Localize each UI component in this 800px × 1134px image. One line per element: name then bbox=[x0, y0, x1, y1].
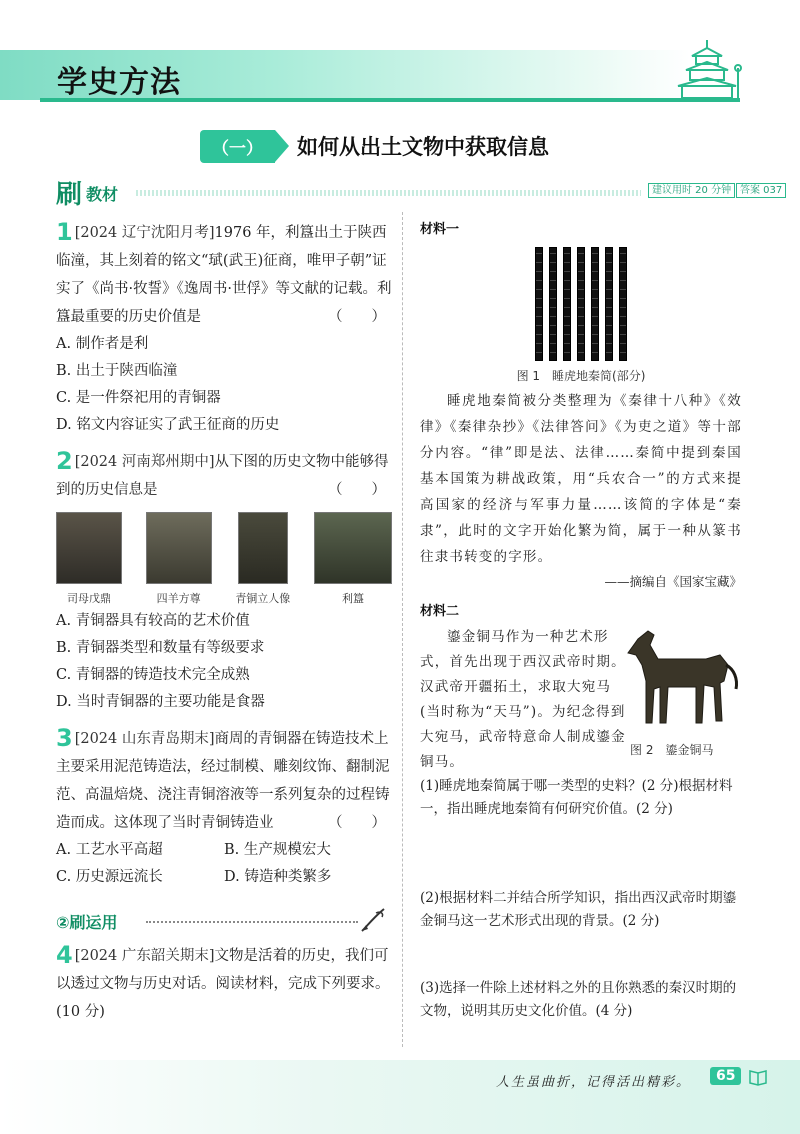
option-c[interactable]: C. 青铜器的铸造技术完全成熟 bbox=[56, 667, 250, 683]
question-number: 3 bbox=[56, 724, 73, 752]
bamboo-slip bbox=[619, 247, 627, 361]
section-brush: 刷 bbox=[56, 180, 83, 210]
gui-image bbox=[314, 512, 392, 584]
question-stem: 1976 年，利簋出土于陕西临潼，其上刻着的铭文“珷(武王)征商，唯甲子朝”证实了《尚书·牧誓》《逸周书·世俘》等文献的记载。利簋最重要的历史价值是 bbox=[56, 225, 392, 325]
answer-blank[interactable]: （ ） bbox=[328, 482, 386, 498]
artifact-caption: 司母戊鼎 bbox=[67, 592, 111, 605]
question-source: [2024 广东韶关期末] bbox=[74, 948, 215, 964]
artifact-item bbox=[235, 512, 290, 606]
question-stem: 从下图的历史文物中能够得到的历史信息是 bbox=[56, 454, 389, 498]
section-dots bbox=[136, 190, 641, 196]
footer-motto: 人生虽曲折，记得活出精彩。 bbox=[496, 1075, 692, 1090]
option-d[interactable]: D. 当时青铜器的主要功能是食器 bbox=[56, 694, 265, 710]
lesson-title bbox=[200, 128, 549, 164]
answer-badge: 答案 037 bbox=[736, 183, 786, 198]
option-row bbox=[56, 864, 392, 891]
bamboo-slip bbox=[577, 247, 585, 361]
lesson-number: （一） bbox=[200, 130, 275, 163]
bamboo-slip bbox=[605, 247, 613, 361]
left-column bbox=[56, 218, 392, 1026]
ding-image bbox=[56, 512, 122, 584]
bamboo-slip bbox=[535, 247, 543, 361]
material-1-text: 睡虎地秦简被分类整理为《秦律十八种》《效律》《秦律杂抄》《法律答问》《为吏之道》等十部分内容。“律”即是法、法律……秦简中提到秦国基本国策为耕战政策，用“兵农合一”的方式来提高国家的经济与军事力量……该简的字体是“秦隶”，此时的文字开始化繁为简，属于一种从篆书往隶书转变的字形。 bbox=[420, 393, 742, 565]
apply-section-bar bbox=[56, 905, 392, 935]
figure-1-caption: 图 1 睡虎地秦简(部分) bbox=[516, 369, 646, 383]
apply-dots bbox=[146, 921, 358, 923]
option-b[interactable]: B. 出土于陕西临潼 bbox=[56, 363, 178, 379]
bamboo-slip bbox=[563, 247, 571, 361]
option-d[interactable]: D. 铸造种类繁多 bbox=[224, 869, 332, 885]
lesson-heading: 如何从出土文物中获取信息 bbox=[297, 135, 549, 159]
sub-question-2: (2)根据材料二并结合所学知识，指出西汉武帝时期鎏金铜马这一艺术形式出现的背景。(2 分) bbox=[420, 890, 737, 929]
figure-2-caption: 图 2 鎏金铜马 bbox=[630, 743, 714, 757]
sub-question-3: (3)选择一件除上述材料之外的且你熟悉的秦汉时期的文物，说明其历史文化价值。(4 分) bbox=[420, 980, 737, 1019]
question-number: 1 bbox=[56, 218, 73, 246]
artifact-caption: 青铜立人像 bbox=[235, 592, 291, 605]
book-icon bbox=[748, 1068, 768, 1086]
temple-icon bbox=[672, 38, 742, 102]
option-c[interactable]: C. 是一件祭祀用的青铜器 bbox=[56, 390, 221, 406]
artifact-caption: 利簋 bbox=[341, 592, 364, 605]
question-stem: 商周的青铜器在铸造技术上主要采用泥范铸造法，经过制模、雕刻纹饰、翻制泥范、高温焙烧、浇注青铜溶液等一系列复杂的过程铸造而成。这体现了当时青铜铸造业 bbox=[56, 731, 390, 831]
header-title: 学史方法 bbox=[57, 65, 181, 100]
material-1-title: 材料一 bbox=[420, 222, 460, 237]
brush-icon bbox=[358, 905, 388, 935]
page-number: 65 bbox=[710, 1067, 741, 1085]
question-source: [2024 山东青岛期末] bbox=[74, 731, 215, 747]
option-d[interactable]: D. 铭文内容证实了武王征商的历史 bbox=[56, 417, 280, 433]
option-row bbox=[56, 837, 392, 864]
question-4 bbox=[56, 941, 392, 1026]
question-number: 2 bbox=[56, 447, 73, 475]
material-2-title: 材料二 bbox=[420, 604, 460, 619]
zun-image bbox=[146, 512, 212, 584]
sub-question-1: (1)睡虎地秦简属于哪一类型的史料？(2 分)根据材料一，指出睡虎地秦简有何研究价值。(2 分) bbox=[420, 778, 733, 817]
section-bar bbox=[56, 178, 783, 210]
suggested-time-badge: 建议用时 20 分钟 bbox=[648, 183, 735, 198]
column-divider bbox=[402, 212, 403, 1047]
apply-label: ②刷运用 bbox=[56, 913, 118, 932]
material-1-source: ——摘编自《国家宝藏》 bbox=[604, 574, 742, 589]
question-source: [2024 辽宁沈阳月考] bbox=[74, 225, 215, 241]
bamboo-slips-image bbox=[420, 247, 742, 361]
section-label: 教材 bbox=[86, 185, 119, 204]
question-2 bbox=[56, 447, 392, 504]
artifact-item bbox=[56, 512, 122, 606]
question-stem: 文物是活着的历史，我们可以透过文物与历史对话。阅读材料，完成下列要求。(10 分) bbox=[56, 948, 390, 1020]
horse-image bbox=[620, 625, 742, 735]
option-a[interactable]: A. 制作者是利 bbox=[56, 336, 149, 352]
answer-blank[interactable]: （ ） bbox=[328, 309, 386, 325]
right-column bbox=[420, 218, 742, 1023]
option-c[interactable]: C. 历史源远流长 bbox=[56, 869, 163, 885]
artifact-item bbox=[146, 512, 212, 606]
option-a[interactable]: A. 工艺水平高超 bbox=[56, 842, 163, 858]
option-b[interactable]: B. 青铜器类型和数量有等级要求 bbox=[56, 640, 265, 656]
bamboo-slip bbox=[549, 247, 557, 361]
material-2-block bbox=[420, 625, 742, 775]
page-header bbox=[0, 0, 800, 112]
bamboo-slip bbox=[591, 247, 599, 361]
bronze-figure-image bbox=[238, 512, 288, 584]
artifact-caption: 四羊方尊 bbox=[156, 592, 201, 605]
question-1 bbox=[56, 218, 392, 331]
material-2-text: 鎏金铜马作为一种艺术形式，首先出现于西汉武帝时期。汉武帝开疆拓土，求取大宛马(当时称为“天马”)。为纪念得到大宛马，武帝特意命人制成鎏金铜马。 bbox=[420, 629, 626, 770]
artifact-gallery bbox=[56, 512, 392, 606]
question-3 bbox=[56, 724, 392, 837]
question-source: [2024 河南郑州期中] bbox=[74, 454, 215, 470]
question-number: 4 bbox=[56, 941, 73, 969]
answer-blank[interactable]: （ ） bbox=[328, 815, 386, 831]
option-a[interactable]: A. 青铜器具有较高的艺术价值 bbox=[56, 613, 250, 629]
option-b[interactable]: B. 生产规模宏大 bbox=[224, 842, 331, 858]
artifact-item bbox=[314, 512, 392, 606]
